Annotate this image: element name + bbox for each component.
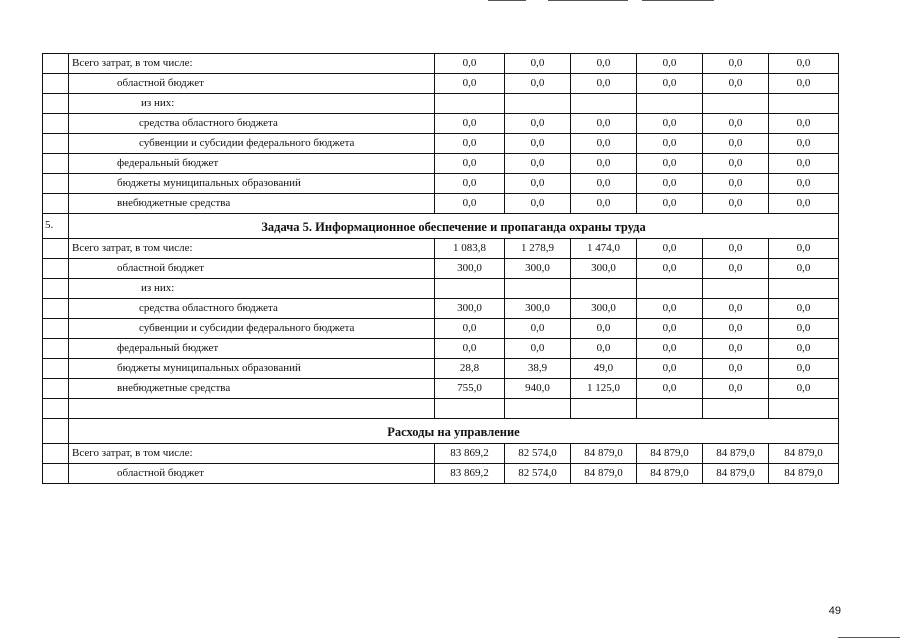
table-row <box>43 239 839 259</box>
table-row <box>43 399 839 419</box>
row-label: Всего затрат, в том числе: <box>69 239 435 259</box>
value-cell: 0,0 <box>435 54 505 74</box>
value-cell: 84 879,0 <box>769 464 839 484</box>
value-cell: 1 278,9 <box>505 239 571 259</box>
value-cell: 0,0 <box>505 114 571 134</box>
row-label: из них: <box>69 94 435 114</box>
value-cell: 0,0 <box>637 134 703 154</box>
value-cell: 0,0 <box>703 339 769 359</box>
value-cell <box>435 94 505 114</box>
value-cell: 0,0 <box>703 54 769 74</box>
value-cell: 0,0 <box>571 319 637 339</box>
value-cell: 0,0 <box>505 134 571 154</box>
row-label: федеральный бюджет <box>69 154 435 174</box>
section-title: Расходы на управление <box>69 419 839 444</box>
value-cell: 0,0 <box>769 259 839 279</box>
value-cell: 300,0 <box>505 299 571 319</box>
value-cell <box>769 279 839 299</box>
value-cell: 0,0 <box>571 339 637 359</box>
section-heading-row <box>43 419 839 444</box>
row-label: бюджеты муниципальных образований <box>69 359 435 379</box>
value-cell: 0,0 <box>637 379 703 399</box>
value-cell <box>505 94 571 114</box>
value-cell: 0,0 <box>435 319 505 339</box>
row-index-cell <box>43 54 69 74</box>
table-row <box>43 319 839 339</box>
row-index-cell <box>43 399 69 419</box>
row-label: областной бюджет <box>69 464 435 484</box>
value-cell <box>505 279 571 299</box>
value-cell: 0,0 <box>505 339 571 359</box>
value-cell: 0,0 <box>769 239 839 259</box>
value-cell: 84 879,0 <box>571 444 637 464</box>
value-cell: 0,0 <box>769 359 839 379</box>
value-cell: 1 474,0 <box>571 239 637 259</box>
value-cell: 0,0 <box>505 194 571 214</box>
scan-artifact-top-3 <box>642 0 714 1</box>
value-cell: 0,0 <box>769 379 839 399</box>
value-cell: 84 879,0 <box>637 464 703 484</box>
value-cell <box>571 94 637 114</box>
value-cell: 0,0 <box>571 154 637 174</box>
value-cell: 0,0 <box>435 74 505 94</box>
value-cell: 0,0 <box>637 259 703 279</box>
value-cell: 38,9 <box>505 359 571 379</box>
value-cell: 0,0 <box>571 54 637 74</box>
table-row <box>43 444 839 464</box>
row-label: бюджеты муниципальных образований <box>69 174 435 194</box>
row-index-cell <box>43 174 69 194</box>
value-cell: 0,0 <box>769 74 839 94</box>
scan-artifact-top-2 <box>548 0 628 1</box>
value-cell: 82 574,0 <box>505 444 571 464</box>
value-cell: 1 083,8 <box>435 239 505 259</box>
value-cell: 84 879,0 <box>769 444 839 464</box>
value-cell: 0,0 <box>637 339 703 359</box>
table-row <box>43 379 839 399</box>
value-cell: 84 879,0 <box>703 444 769 464</box>
value-cell: 0,0 <box>769 299 839 319</box>
value-cell <box>637 94 703 114</box>
table-row <box>43 194 839 214</box>
value-cell: 82 574,0 <box>505 464 571 484</box>
value-cell: 0,0 <box>637 194 703 214</box>
budget-table <box>42 53 839 484</box>
row-index-cell <box>43 444 69 464</box>
table-row <box>43 74 839 94</box>
value-cell <box>571 399 637 419</box>
value-cell: 49,0 <box>571 359 637 379</box>
value-cell <box>703 399 769 419</box>
value-cell: 0,0 <box>505 54 571 74</box>
section-index <box>43 419 69 444</box>
row-label: внебюджетные средства <box>69 379 435 399</box>
value-cell: 0,0 <box>505 154 571 174</box>
value-cell: 0,0 <box>505 319 571 339</box>
table-row <box>43 279 839 299</box>
value-cell: 0,0 <box>703 74 769 94</box>
table-row <box>43 114 839 134</box>
value-cell <box>703 94 769 114</box>
value-cell: 940,0 <box>505 379 571 399</box>
value-cell <box>505 399 571 419</box>
value-cell: 83 869,2 <box>435 444 505 464</box>
row-index-cell <box>43 319 69 339</box>
scan-artifact-bottom <box>838 637 900 638</box>
value-cell: 0,0 <box>703 154 769 174</box>
value-cell: 300,0 <box>435 259 505 279</box>
value-cell: 0,0 <box>769 174 839 194</box>
value-cell: 300,0 <box>505 259 571 279</box>
row-label <box>69 399 435 419</box>
section-heading-row <box>43 214 839 239</box>
row-index-cell <box>43 359 69 379</box>
value-cell <box>435 279 505 299</box>
value-cell <box>703 279 769 299</box>
row-label: Всего затрат, в том числе: <box>69 444 435 464</box>
row-label: средства областного бюджета <box>69 114 435 134</box>
row-label: областной бюджет <box>69 259 435 279</box>
row-index-cell <box>43 239 69 259</box>
row-index-cell <box>43 74 69 94</box>
row-label: внебюджетные средства <box>69 194 435 214</box>
row-label: областной бюджет <box>69 74 435 94</box>
value-cell <box>637 399 703 419</box>
table-row <box>43 54 839 74</box>
row-index-cell <box>43 464 69 484</box>
table-row <box>43 359 839 379</box>
row-label: Всего затрат, в том числе: <box>69 54 435 74</box>
value-cell: 0,0 <box>703 174 769 194</box>
value-cell: 300,0 <box>571 299 637 319</box>
value-cell: 0,0 <box>703 299 769 319</box>
row-index-cell <box>43 299 69 319</box>
table-row <box>43 154 839 174</box>
row-label: средства областного бюджета <box>69 299 435 319</box>
value-cell: 0,0 <box>703 379 769 399</box>
value-cell: 300,0 <box>435 299 505 319</box>
value-cell <box>637 279 703 299</box>
value-cell: 0,0 <box>505 74 571 94</box>
value-cell: 0,0 <box>637 114 703 134</box>
value-cell: 0,0 <box>435 339 505 359</box>
value-cell: 0,0 <box>703 134 769 154</box>
value-cell: 0,0 <box>769 194 839 214</box>
value-cell: 0,0 <box>637 359 703 379</box>
row-index-cell <box>43 114 69 134</box>
value-cell: 83 869,2 <box>435 464 505 484</box>
row-label: федеральный бюджет <box>69 339 435 359</box>
value-cell: 0,0 <box>637 239 703 259</box>
value-cell: 0,0 <box>769 319 839 339</box>
value-cell: 0,0 <box>637 319 703 339</box>
value-cell: 0,0 <box>703 359 769 379</box>
value-cell: 0,0 <box>703 194 769 214</box>
row-index-cell <box>43 94 69 114</box>
value-cell: 0,0 <box>505 174 571 194</box>
value-cell: 0,0 <box>637 174 703 194</box>
value-cell: 0,0 <box>769 339 839 359</box>
value-cell: 0,0 <box>637 54 703 74</box>
value-cell: 0,0 <box>769 154 839 174</box>
value-cell: 0,0 <box>637 154 703 174</box>
table-row <box>43 134 839 154</box>
budget-table-body <box>43 54 839 484</box>
value-cell: 300,0 <box>571 259 637 279</box>
value-cell: 84 879,0 <box>637 444 703 464</box>
scan-artifact-top-1 <box>488 0 526 1</box>
value-cell: 84 879,0 <box>571 464 637 484</box>
value-cell: 0,0 <box>435 194 505 214</box>
row-label: из них: <box>69 279 435 299</box>
value-cell: 28,8 <box>435 359 505 379</box>
value-cell: 0,0 <box>703 239 769 259</box>
value-cell: 0,0 <box>435 174 505 194</box>
value-cell <box>435 399 505 419</box>
section-index: 5. <box>43 214 69 239</box>
value-cell: 0,0 <box>703 259 769 279</box>
row-index-cell <box>43 154 69 174</box>
table-row <box>43 174 839 194</box>
row-label: субвенции и субсидии федерального бюджета <box>69 319 435 339</box>
value-cell: 84 879,0 <box>703 464 769 484</box>
row-index-cell <box>43 134 69 154</box>
table-row <box>43 259 839 279</box>
row-index-cell <box>43 259 69 279</box>
value-cell: 0,0 <box>703 114 769 134</box>
value-cell <box>769 399 839 419</box>
row-label: субвенции и субсидии федерального бюджета <box>69 134 435 154</box>
value-cell: 0,0 <box>435 114 505 134</box>
value-cell: 0,0 <box>435 154 505 174</box>
table-row <box>43 339 839 359</box>
table-row <box>43 464 839 484</box>
value-cell: 0,0 <box>769 54 839 74</box>
value-cell: 0,0 <box>637 74 703 94</box>
row-index-cell <box>43 279 69 299</box>
section-title: Задача 5. Информационное обеспечение и пропаганда охраны труда <box>69 214 839 239</box>
row-index-cell <box>43 339 69 359</box>
value-cell: 0,0 <box>637 299 703 319</box>
value-cell: 0,0 <box>703 319 769 339</box>
value-cell: 0,0 <box>571 174 637 194</box>
value-cell: 0,0 <box>769 114 839 134</box>
page-number: 49 <box>828 605 841 617</box>
value-cell: 1 125,0 <box>571 379 637 399</box>
table-row <box>43 299 839 319</box>
value-cell: 0,0 <box>769 134 839 154</box>
value-cell: 0,0 <box>571 194 637 214</box>
value-cell: 0,0 <box>571 114 637 134</box>
value-cell <box>571 279 637 299</box>
row-index-cell <box>43 194 69 214</box>
value-cell: 0,0 <box>571 74 637 94</box>
table-row <box>43 94 839 114</box>
value-cell: 0,0 <box>571 134 637 154</box>
value-cell: 0,0 <box>435 134 505 154</box>
value-cell: 755,0 <box>435 379 505 399</box>
value-cell <box>769 94 839 114</box>
row-index-cell <box>43 379 69 399</box>
